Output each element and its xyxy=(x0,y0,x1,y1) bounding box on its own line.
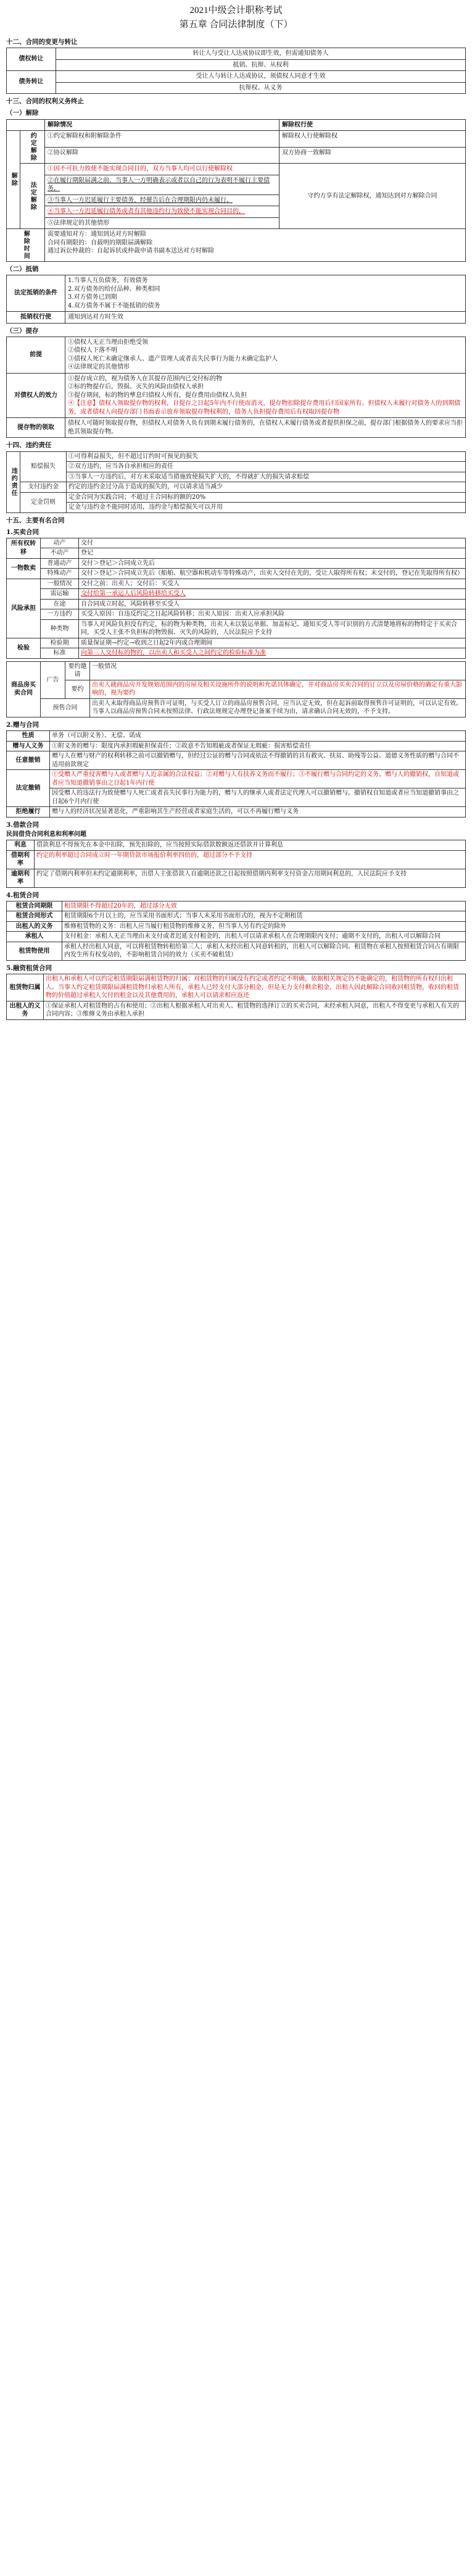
cell-text: ②在履行期限届满之前，当事人一方明确表示或者以自己的行为表明不履行主要债务， xyxy=(48,177,270,193)
finance-lease-heading: 5.融资租赁合同 xyxy=(6,964,52,972)
cell: 赠与人的经济状况显著恶化，严重影响其生产经营或者家庭生活的，可以不再履行赠与义务 xyxy=(50,807,466,818)
housing-table xyxy=(6,661,466,717)
row-label: 商品房买卖合同 xyxy=(7,661,41,717)
header-exercise: 解除权行使 xyxy=(279,119,466,131)
liability-side-label: 违约责任 xyxy=(7,451,20,512)
table-row xyxy=(7,147,466,164)
row-label: 法定撤销 xyxy=(7,770,50,807)
table-row xyxy=(7,751,466,770)
row-label: 租赁合同期限 xyxy=(7,901,62,911)
cell: 守约方享有法定解除权，通知达到对方解除合同 xyxy=(279,164,466,229)
sub-label: 要约 xyxy=(65,680,90,698)
table-row xyxy=(7,569,466,579)
cell: 受让人与转让人达成协议，须债权人同意才生效 xyxy=(56,71,466,83)
row-label: 任意撤销 xyxy=(7,751,50,770)
cell-text: 出卖人就商品房开发规划范围内的房屋及相关设施所作的说明和允诺具体确定，并对商品房买卖合同的订立以及房屋价格的确定有重大影响的，视为要约 xyxy=(92,681,462,697)
list-item: ④【注意】债权人领取提存物的权利，自提存之日起5年内不行使而消灭，提存物扣除提存费用后归国家所有。但债权人未履行对债务人的到期债务，或者债权人向提存部门书面表示放弃领取提存物权利的，债务人负担提存费用后有权取回提存物 xyxy=(68,400,461,416)
cell: 当事人对风险负担没有约定，标的物为种类物，出卖人未以装运单据、加盖标记、通知买受人等可识别的方式清楚地将标的物特定于买卖合同，买受人主张不负担标的物毁损、灭失的风险的，人民法院应予支持 xyxy=(79,619,466,638)
agreed-label: 约定解除 xyxy=(20,131,45,164)
sale-table xyxy=(6,538,466,659)
sub-label: 动产 xyxy=(41,538,79,548)
row-label: 利息 xyxy=(7,840,35,851)
cell: 通知到达对方时生效 xyxy=(65,312,466,324)
sub-label: 要约邀请 xyxy=(65,661,90,680)
list-item: 2.双方债务的给付品种、种类相同 xyxy=(68,285,160,293)
cell: 债权人可随时领取提存物，但债权人对债务人负有到期未履行债务的，在债权人未履行债务或者提供担保之前，提存部门根据债务人的要求应当拒绝其领取提存物。 xyxy=(65,418,466,438)
loan-subheading: 民间借贷合同利息和利率问题 xyxy=(6,830,86,838)
table-row xyxy=(7,1001,466,1019)
section-13-heading: 十三、合同的权利义务终止 xyxy=(6,98,84,106)
row-label: 租赁物使用 xyxy=(7,942,62,960)
sale-heading: 1.买卖合同 xyxy=(6,528,39,536)
table-row xyxy=(7,131,466,148)
row-label: 租赁合同形式 xyxy=(7,911,62,922)
cell: 维修租赁物的义务：出租人应当履行租赁物的维修义务，但当事人另有约定的除外 xyxy=(62,921,466,932)
table-row xyxy=(7,503,466,513)
table-row xyxy=(7,840,466,851)
row-label: 借期利率 xyxy=(7,850,35,869)
table-row xyxy=(7,589,466,600)
table-row xyxy=(7,579,466,589)
sub-label: 检验期 xyxy=(41,638,79,648)
cell xyxy=(45,175,279,194)
table-row xyxy=(7,921,466,932)
deposit-table xyxy=(6,337,466,438)
doc-subtitle: 第五章 合同法律制度（下） xyxy=(179,19,293,30)
table-row xyxy=(7,472,466,482)
doc-title: 2021中级会计职称考试 xyxy=(189,6,283,15)
table-row xyxy=(7,850,466,869)
row-label: 风险承担 xyxy=(7,579,41,638)
cell: 交付之前：出卖人；交付后：买受人 xyxy=(79,579,466,589)
cell: ⑤法律规定的其他情形 xyxy=(45,217,279,229)
list-item: ②债权人下落不明 xyxy=(68,347,117,354)
cell: 因受赠人的违法行为致使赠与人死亡或者丧失民事行为能力的，赠与人的继承人或者法定代理人可以撤销赠与。撤销权自知道或者应当知道撤销事由之日起6个月内行使 xyxy=(50,788,466,807)
row-label: 逾期利率 xyxy=(7,869,35,887)
cell: ①可得利益损失，但不超过订约时可预见的损失 xyxy=(67,451,466,462)
table-row xyxy=(7,619,466,638)
cell xyxy=(44,974,466,1002)
sub-label: 普通动产 xyxy=(41,558,79,569)
cell: 单务（可以附义务）、无偿、诺成 xyxy=(50,731,466,742)
row-label: 租赁物归属 xyxy=(7,974,44,1002)
row-label: 赠与人义务 xyxy=(7,741,50,751)
sub-label: 预售合同 xyxy=(41,698,90,717)
table-row xyxy=(7,911,466,922)
cell: 租赁期限6个月以上的，应当采用书面形式；当事人未采用书面形式的，视为不定期租赁 xyxy=(62,911,466,922)
row-label: 债权转让 xyxy=(7,48,56,71)
cell: 登记 xyxy=(79,548,466,559)
cell-text: 转让人与受让人达成协议即生效，但需通知债务人 xyxy=(193,50,329,57)
table-row xyxy=(7,869,466,887)
table-row xyxy=(7,373,466,418)
row-label: 承租人 xyxy=(7,932,62,942)
document-page xyxy=(6,0,466,1026)
section-15-heading: 十五、主要有名合同 xyxy=(6,516,65,524)
cell-text: ①因不可抗力致使不能实现合同目的，双方当事人均可以行使解除权 xyxy=(48,165,233,173)
table-row xyxy=(7,451,466,462)
table-row xyxy=(7,229,466,262)
rescission-table xyxy=(6,119,466,262)
table-row xyxy=(7,638,466,648)
cell: ①附义务的赠与：限度内承担瑕疵担保责任；②故意不告知瑕疵或者保证无瑕疵：损害赔偿责任 xyxy=(50,741,466,751)
cell: 定金合同为实践合同；不超过主合同标的额的20% xyxy=(67,492,466,503)
row-label: 一物数卖 xyxy=(7,558,41,579)
sub-label: 特殊动产 xyxy=(41,569,79,579)
cell-text: 交付给第一承运人后风险转移给买受人 xyxy=(81,590,186,598)
list-item: 4.双方债务不属于不能抵销的债务 xyxy=(68,302,160,309)
table-row xyxy=(7,788,466,807)
list-item: ①债权人无正当理由拒绝受领 xyxy=(68,338,148,346)
table-row xyxy=(7,741,466,751)
table-row xyxy=(7,901,466,911)
table-row xyxy=(7,648,466,659)
time-line: 合同有期限的：自载明的期限届满解除 xyxy=(48,239,152,246)
section-14-heading: 十四、违约责任 xyxy=(6,441,52,450)
statutory-label: 法定解除 xyxy=(20,164,45,229)
table-header-row xyxy=(7,119,466,131)
cell: 约定了借期内利率但未约定逾期利率，出借人主张借款人自逾期还款之日起按照借期内利率支付资金占用期间利息的，人民法院应予支持 xyxy=(35,869,466,887)
table-row xyxy=(7,698,466,717)
sub-label: 种类物 xyxy=(41,619,79,638)
cell xyxy=(65,373,466,418)
rescission-side-label: 解除 xyxy=(7,131,20,229)
table-row xyxy=(7,974,466,1002)
table-row xyxy=(7,418,466,438)
list-item: ③提存期间，标的物的孳息归债权人所有，提存费用由债权人负担 xyxy=(68,391,247,399)
cell-text: ③当事人一方迟延履行主要债务，经催告后在合理期限内仍未履行， xyxy=(48,196,233,204)
cell: 买受人原因：自违反约定之日起风险转移；出卖人原因：出卖人应承担风险 xyxy=(79,609,466,620)
list-item: ③债权人死亡未确定继承人、遗产管理人或者丧失民事行为能力未确定监护人 xyxy=(68,355,278,362)
cell: 交付＞登记＞合同成立先后（船舶、航空器和机动车等特殊动产，出卖人交付在先的，受让人取得所有权；未交付的，登记在先取得所有权） xyxy=(79,569,466,579)
sub-label: 不动产 xyxy=(41,548,79,559)
cell: 解除权人行使解除权 xyxy=(279,131,466,148)
cell xyxy=(45,194,279,206)
sub-label: 一方违约 xyxy=(41,609,79,620)
table-row xyxy=(7,59,466,71)
table-row xyxy=(7,932,466,942)
cell-text: 约定的利率超过合同成立时一年期贷款市场报价利率四倍的，超过部分不予支持 xyxy=(36,851,252,859)
lease-heading: 4.租赁合同 xyxy=(6,891,39,899)
row-label: 支付违约金 xyxy=(20,482,67,493)
cell: 抗辩权、从义务 xyxy=(56,82,466,94)
list-item: 1.当事人互负债务，有效债务 xyxy=(68,277,148,285)
table-row xyxy=(7,548,466,559)
time-label: 解除时间 xyxy=(7,229,45,262)
finance-lease-table xyxy=(6,974,466,1020)
cell: 双方协商一致解除 xyxy=(279,147,466,164)
cell-text: 出租人和承租人可以约定租赁期限届满租赁物的归属；对租赁物的归属没有约定或者约定不明确，依据相关规定仍不能确定的，租赁物的所有权归出租人。当事人约定租赁期限届满租赁物归承租人所有，承租人已经支付大部分租金，但是无力支付剩余租金，出租人因此解除合同收回租赁物，收回的租赁物的价值超过承租人欠付的租金以及其他费用的，承租人可以请求相应返还 xyxy=(46,976,459,1000)
cell: 定金与违约金不能同时适用，违约金与赔偿损失可以并用 xyxy=(67,503,466,513)
table-row xyxy=(7,558,466,569)
cell: 自合同成立时起，风险转移至买受人 xyxy=(79,599,466,609)
row-label: 检验 xyxy=(7,638,41,658)
row-label: 抵销权行使 xyxy=(7,312,65,324)
cell xyxy=(45,164,279,175)
cell: 约定的违约金过分高于造成的损失的，可以请求适当减少 xyxy=(67,482,466,493)
cell: 交付＞登记＞合同成立先后 xyxy=(79,558,466,569)
cell: 质量保证期→约定→收到之日起2年内或合理期间 xyxy=(79,638,466,648)
cell xyxy=(50,770,466,788)
cell xyxy=(79,648,466,659)
row-label: 债务转让 xyxy=(7,71,56,94)
table-row xyxy=(7,770,466,788)
cell: ①约定解除权和附解除条件 xyxy=(45,131,279,148)
table-row xyxy=(7,462,466,472)
sub-label: 需运输 xyxy=(41,589,79,600)
cell xyxy=(62,901,466,911)
cell: 抵销、抗辩、从权利 xyxy=(56,59,466,71)
sub-label: 在途 xyxy=(41,599,79,609)
list-item: ④法律规定的其他情形 xyxy=(68,364,130,371)
cell xyxy=(90,680,466,698)
table-row xyxy=(7,164,466,175)
table-row xyxy=(7,482,466,493)
row-label: 赔偿损失 xyxy=(20,451,67,482)
time-line: 通过诉讼仲裁的：自起诉状或仲裁申请书副本送达对方时解除 xyxy=(48,248,214,255)
table-row xyxy=(7,680,466,698)
row-label: 对债权人的效力 xyxy=(7,373,65,418)
table-row xyxy=(7,337,466,373)
cell xyxy=(79,589,466,600)
cell-text: 租赁期限不得超过20年的，超过部分无效 xyxy=(64,902,177,910)
cell: ①保证承租人对租赁物的占有和使用；②出租人根据承租人对出卖人、租赁物的选择订立的买卖合同，未经承租人同意，出租人不得变更与承租人有关的合同内容；③维修义务由承租人承担 xyxy=(44,1001,466,1019)
cell: ②双方违约，应当各自承担相应的责任 xyxy=(67,462,466,472)
loan-heading: 3.借款合同 xyxy=(6,821,39,829)
row-label: 所有权转移 xyxy=(7,538,41,558)
cell: 支付租金：承租人无正当理由未支付或者迟延支付租金的，出租人可以请求承租人在合理期限内支付；逾期不支付的，出租人可以解除合同 xyxy=(62,932,466,942)
list-item: 3.对方债务已到期 xyxy=(68,294,117,301)
row-label: 出租人的义务 xyxy=(7,1001,44,1019)
cell: 赠与人在赠与财产的权利转移之前可以撤销赠与，但经过公证的赠与合同或依法不得撤销的具有救灾、扶贫、助残等公益、道德义务性质的赠与合同不适用前款规定 xyxy=(50,751,466,770)
setoff-heading: （二）抵销 xyxy=(6,266,39,274)
section-12-heading: 十二、合同的变更与转让 xyxy=(6,38,78,46)
row-label: 定金罚则 xyxy=(20,492,67,512)
cell: 承租人经出租人同意，可以将租赁物转租给第三人；承租人未经出租人同意转租的，出租人可以解除合同。租赁物在承租人按照租赁合同占有期限内发生所有权变动的，不影响租赁合同的效力（买卖不破租赁） xyxy=(62,942,466,960)
row-label: 出租人的义务 xyxy=(7,921,62,932)
deposit-heading: （三）提存 xyxy=(6,327,39,335)
table-row xyxy=(7,275,466,312)
transfer-table xyxy=(6,48,466,94)
cell: 交付 xyxy=(79,538,466,548)
table-row xyxy=(7,71,466,83)
blank-header xyxy=(7,119,45,131)
table-row xyxy=(7,599,466,609)
sub-label: 一般情况 xyxy=(41,579,79,589)
table-row xyxy=(7,82,466,94)
loan-table xyxy=(6,840,466,888)
header-situation: 解除情况 xyxy=(45,119,279,131)
gift-table xyxy=(6,730,466,818)
cell xyxy=(35,850,466,869)
table-row xyxy=(7,312,466,324)
sub-label: 标准 xyxy=(41,648,79,659)
cell-text: 向第三人交付标的物的，以出卖人和买受人之间约定的检验标准为准 xyxy=(81,650,266,657)
row-label: 提存物的领取 xyxy=(7,418,65,438)
table-row xyxy=(7,492,466,503)
list-item: ①提存成立的，视为债务人在其提存范围内已交付标的物 xyxy=(68,375,222,382)
lease-table xyxy=(6,901,466,961)
table-row xyxy=(7,731,466,742)
cell: 一般情况 xyxy=(90,661,466,680)
table-row xyxy=(7,807,466,818)
cell xyxy=(45,229,466,262)
time-line: 需要通知对方：通知到达对方时解除 xyxy=(48,231,146,238)
row-label: 法定抵销的条件 xyxy=(7,275,65,312)
cell-text: ①受赠人严重侵害赠与人或者赠与人近亲属的合法权益；②对赠与人有扶养义务而不履行；③不履行赠与合同约定的义务。赠与人的撤销权，自知道或者应当知道撤销事由之日起1年内行使 xyxy=(52,771,459,787)
table-row xyxy=(7,538,466,548)
table-row xyxy=(7,942,466,960)
sub-label: 广告 xyxy=(41,661,65,698)
table-row xyxy=(7,661,466,680)
table-row xyxy=(7,609,466,620)
table-row xyxy=(7,48,466,60)
list-item: ②标的物提存后，毁损、灭失的风险由债权人承担 xyxy=(68,383,204,391)
cell: ②协议解除 xyxy=(45,147,279,164)
gift-heading: 2.赠与合同 xyxy=(6,721,39,729)
rescission-heading: （一）解除 xyxy=(6,109,39,117)
cell: 出卖人未取得商品房预售许可证明，与买受人订立的商品房预售合同，应当认定无效，但在起诉前取得预售许可证明的，可以认定有效。当事人以商品房预售合同未按照法律、行政法规规定办理登记备案手续为由，请求确认合同无效的，不予支持。 xyxy=(90,698,466,717)
row-label: 前提 xyxy=(7,337,65,373)
cell xyxy=(65,337,466,373)
cell xyxy=(65,275,466,312)
row-label: 性质 xyxy=(7,731,50,742)
cell xyxy=(45,206,279,218)
cell: 借款利息不得预先在本金中扣除，预先扣除的，应当按照实际借款数额返还借款并计算利息 xyxy=(35,840,466,851)
cell xyxy=(56,48,466,60)
setoff-table xyxy=(6,275,466,324)
row-label: 拒绝履行 xyxy=(7,807,50,818)
liability-table xyxy=(6,451,466,513)
cell-text: ④当事人一方迟延履行债务或者有其他违约行为致使不能实现合同目的， xyxy=(48,208,245,215)
cell: ③当事人一方违约后，对方未采取适当措施致使损失扩大的，不得就扩大的损失请求赔偿 xyxy=(67,472,466,482)
